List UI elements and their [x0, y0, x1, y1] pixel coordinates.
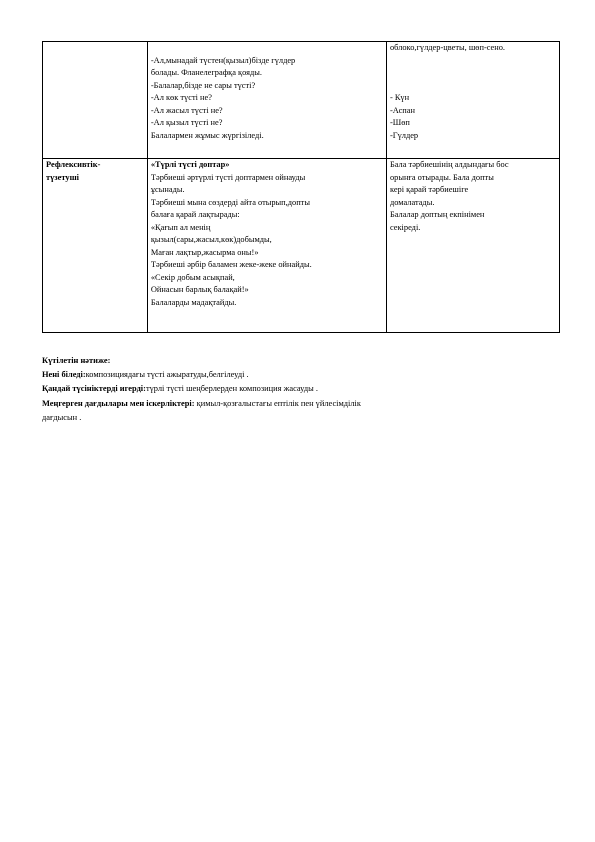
table-row: [43, 159, 560, 333]
text-line: «Секір добым асықпай,: [150, 272, 235, 282]
text-line: Тәрбиеші әрбір баламен жеке-жеке ойнайды.: [150, 260, 312, 269]
text-line: -Балалар,бізде не сары түсті?: [150, 80, 256, 90]
results-heading: Күтілетін нәтиже:: [42, 356, 111, 365]
text-line: «Қағып ал менің: [150, 222, 211, 232]
text-line: -Ал қызыл түсті не?: [150, 118, 223, 127]
results-know: [42, 368, 552, 382]
teacher-activity-cell: [147, 159, 386, 333]
text-line: Маған лақтыр,жасырма оны!»: [150, 247, 259, 257]
text-line: домалатады.: [389, 197, 435, 207]
text-line: -Аспан: [389, 105, 415, 115]
results-skills-text: қимыл-қозғалыстағы ептілік пен үйлесімділік: [194, 398, 361, 408]
stage-title: түзетуші: [46, 172, 79, 182]
text-line: Тәрбиеші әртүрлі түсті доптармен ойнауды: [150, 172, 306, 182]
text-line: облоко,гүлдер-цветы, шөп-сено.: [389, 43, 506, 52]
text-line: -Гүлдер: [389, 130, 419, 140]
text-line: -Ал көк түсті не?: [150, 93, 212, 102]
table-row: [43, 42, 560, 159]
lesson-table: [42, 41, 560, 333]
text-line: секіреді.: [389, 222, 421, 232]
text-line: Балалар доптың екпінімен: [389, 210, 485, 219]
child-activity-cell: [386, 42, 559, 159]
text-line: қызыл(сары,жасыл,көк)добымды,: [150, 235, 272, 244]
results-ideas-label: Қандай түсініктерді игерді:: [42, 384, 146, 394]
results-know-text: композициядағы түсті ажыратуды,белгілеуді .: [85, 370, 249, 380]
text-line: Тәрбиеші мына сөздерді айта отырып,допты: [150, 197, 310, 207]
results-skills-label: Меңгерген дағдылары мен іскерліктері:: [42, 398, 195, 408]
results-skills: [42, 397, 552, 411]
expected-results: [42, 354, 552, 425]
text-line: кері қарай тәрбиешіге: [389, 185, 469, 194]
text-line: -Шөп: [389, 118, 410, 127]
results-ideas: [42, 382, 552, 396]
text-line: болады. Фланелеграфқа қояды.: [150, 68, 262, 77]
text-line: орынға отырады. Бала допты: [389, 172, 494, 182]
results-know-label: Нені біледі:: [42, 370, 86, 380]
text-line: Бала тәрбиешінің алдындағы бос: [389, 160, 509, 169]
results-skills-continued: дағдысын .: [42, 412, 82, 422]
text-line: Балаларды мадақтайды.: [150, 297, 237, 307]
child-activity-cell: [386, 159, 559, 333]
stage-title: Рефлексивтік-: [46, 160, 101, 169]
text-line: Ойнасын барлық балақай!»: [150, 285, 249, 294]
teacher-activity-cell: [147, 42, 386, 159]
text-line: - Күн: [389, 93, 410, 102]
text-line: ұсынады.: [150, 185, 185, 194]
stage-cell: [43, 42, 148, 159]
text-line: -Ал,мынадай түстен(қызыл)біздe гүлдер: [150, 55, 296, 65]
stage-cell: [43, 159, 148, 333]
text-line: балаға қарай лақтырады:: [150, 210, 240, 219]
game-title: «Түрлі түсті доптар»: [150, 160, 230, 169]
results-ideas-text: түрлі түсті шеңберлерден композиция жасауды .: [145, 384, 318, 394]
text-line: Балалармен жұмыс жүргізіледі.: [150, 130, 264, 140]
text-line: -Ал жасыл түсті не?: [150, 105, 223, 115]
